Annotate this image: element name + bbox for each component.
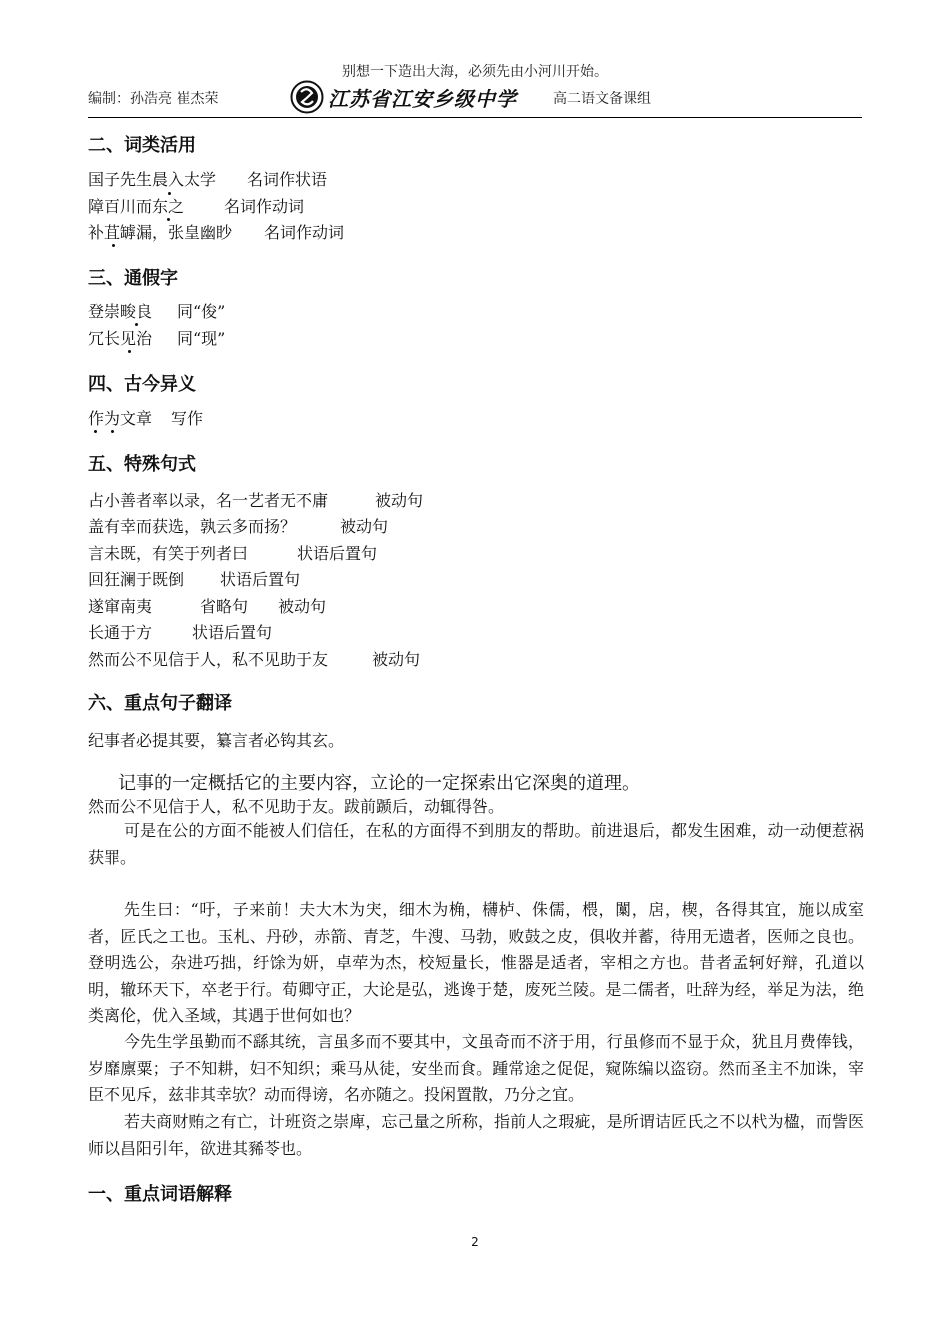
emphasis-dot bbox=[135, 323, 138, 326]
list-item: 长通于方 bbox=[88, 623, 153, 642]
list-item: 盖有幸而获选，孰云多而扬？ bbox=[88, 517, 297, 536]
list-item: 登崇畯良 bbox=[88, 302, 153, 321]
section-title-loan-characters: 三、通假字 bbox=[88, 268, 178, 289]
list-item: 言未既，有笑于列者曰 bbox=[88, 544, 249, 563]
emphasis-dot bbox=[94, 430, 97, 433]
list-item-note: 被动句 bbox=[375, 491, 424, 510]
list-item-note: 写作 bbox=[171, 409, 204, 428]
list-item: 占小善者率以录，名一艺者无不庸 bbox=[88, 491, 329, 510]
school-logo bbox=[290, 79, 517, 115]
translation-answer: 记事的一定概括它的主要内容，立论的一定探索出它深奥的道理。 bbox=[118, 773, 640, 794]
list-item: 遂窜南夷 bbox=[88, 597, 153, 616]
section-title-translation: 六、重点句子翻译 bbox=[88, 693, 232, 714]
list-item-note: 省略句 bbox=[200, 597, 249, 616]
page-number: 2 bbox=[471, 1235, 479, 1249]
emphasis-dot bbox=[111, 430, 114, 433]
list-item-note: 同“现” bbox=[177, 329, 226, 348]
translation-answer: 可是在公的方面不能被人们信任，在私的方面得不到朋友的帮助。前进退后，都发生困难，动一动便惹祸获罪。 bbox=[88, 821, 864, 867]
list-item-note: 状语后置句 bbox=[220, 570, 301, 589]
list-item: 然而公不见信于人，私不见助于友 bbox=[88, 650, 329, 669]
emphasis-dot bbox=[128, 350, 131, 353]
list-item-note: 被动句 bbox=[340, 517, 389, 536]
passage-paragraph: 先生曰：“吁，子来前！夫大木为宊，细木为桷，欂栌、侏儒，椳，闑，扂，楔，各得其宜，施以成室者，匠氏之工也。玉札、丹砂，赤箭、青芝，牛溲、马勃，败鼓之皮，俱收并蓄，待用无遗者，医师之良也。登明选公，杂进巧拙，纡馀为妍，卓荦为杰，校短量长，惟器是适者，宰相之方也。昔者孟轲好辩，孔道以明，辙环天下，卒老于行。荀卿守正，大论是弘，逃谗于楚，废死兰陵。是二儒者，吐辞为经，举足为法，绝类离伦，优入圣域，其遇于世何如也？ bbox=[88, 900, 864, 1025]
section-title-key-words: 一、重点词语解释 bbox=[88, 1184, 232, 1205]
emphasis-dot bbox=[112, 244, 115, 247]
list-item-note: 状语后置句 bbox=[297, 544, 378, 563]
list-item-note: 同“俊” bbox=[177, 302, 226, 321]
list-item: 障百川而东之 bbox=[88, 197, 185, 216]
emphasis-dot bbox=[168, 192, 171, 195]
list-item-note: 名词作动词 bbox=[224, 197, 305, 216]
translation-question: 然而公不见信于人，私不见助于友。跋前踬后，动辄得咎。 bbox=[88, 797, 505, 816]
header-motto: 别想一下造出大海，必须先由小河川开始。 bbox=[342, 64, 608, 80]
list-item: 作为文章 bbox=[88, 409, 153, 428]
list-item: 冗长见治 bbox=[88, 329, 153, 348]
list-item-note: 名词作状语 bbox=[247, 170, 328, 189]
emphasis-dot bbox=[167, 218, 170, 221]
header-divider bbox=[88, 117, 862, 118]
list-item-note: 名词作动词 bbox=[264, 223, 345, 242]
passage-paragraph: 若夫商财贿之有亡，计班资之崇庳，忘己量之所称，指前人之瑕疵，是所谓诘匠氏之不以杙为楹，而訾医师以昌阳引年，欲进其豨苓也。 bbox=[88, 1112, 864, 1158]
list-item-note: 被动句 bbox=[372, 650, 421, 669]
list-item: 国子先生晨入太学 bbox=[88, 170, 217, 189]
header-group: 高二语文备课组 bbox=[553, 91, 651, 107]
list-item: 回狂澜于既倒 bbox=[88, 570, 185, 589]
list-item-note: 被动句 bbox=[278, 597, 327, 616]
translation-question: 纪事者必提其要，纂言者必钩其玄。 bbox=[88, 731, 345, 750]
school-logo-text: 江苏省江安乡级中学 bbox=[328, 86, 517, 111]
header-editors: 编制：孙浩亮 崔杰荣 bbox=[88, 91, 219, 107]
section-title-ancient-modern: 四、古今异义 bbox=[88, 374, 196, 395]
section-title-special-sentences: 五、特殊句式 bbox=[88, 454, 196, 475]
section-title-word-class: 二、词类活用 bbox=[88, 135, 196, 156]
school-emblem-icon bbox=[290, 80, 324, 114]
passage-paragraph: 今先生学虽勤而不繇其统，言虽多而不要其中，文虽奇而不济于用，行虽修而不显于众，犹且月费俸钱，岁靡廪粟；子不知耕，妇不知织；乘马从徒，安坐而食。踵常途之促促，窥陈编以盗窃。然而圣主不加诛，宰臣不见斥，兹非其幸欤？动而得谤，名亦随之。投闲置散，乃分之宜。 bbox=[88, 1032, 864, 1104]
list-item: 补苴罅漏，张皇幽眇 bbox=[88, 223, 233, 242]
list-item-note: 状语后置句 bbox=[192, 623, 273, 642]
